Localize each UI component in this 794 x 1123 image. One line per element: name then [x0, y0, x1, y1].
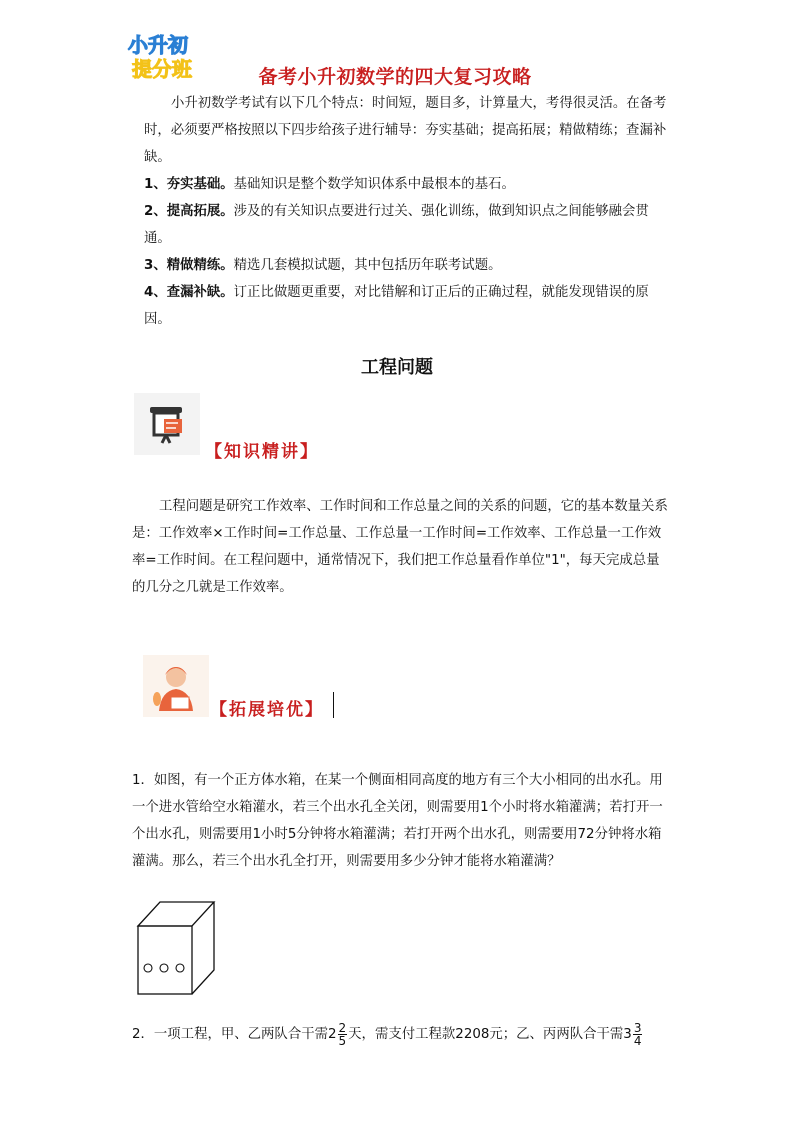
extension-tag: 【拓展培优】: [210, 700, 324, 720]
item-text: 涉及的有关知识点要进行过关、强化训练，做到知识点之间能够融会贯通。: [144, 204, 649, 246]
mixed-number-1-fraction: [338, 1022, 348, 1047]
fraction-denominator: 4: [633, 1033, 642, 1048]
fraction-denominator: 5: [338, 1033, 347, 1048]
q2-middle: 天，需支付工程款2208元；乙、丙两队合干需: [348, 1027, 624, 1042]
question-1: 1．如图，有一个正方体水箱，在某一个侧面相同高度的地方有三个大小相同的出水孔。用一个进水管给空水箱灌水，若三个出水孔全关闭，则需要用1个小时将水箱灌满；若打开一个出水孔，则需要用1小时5分钟将水箱灌满；若打开两个出水孔，则需要用72分钟将水箱灌满。那么，若三个出水孔全打开，则需要用多少分钟才能将水箱灌满？: [132, 773, 663, 869]
item-text: 精选几套模拟试题，其中包括历年联考试题。: [233, 258, 502, 273]
item-text: 基础知识是整个数学知识体系中最根本的基石。: [233, 177, 515, 192]
fraction-numerator: 3: [633, 1020, 642, 1035]
intro-item-3: [144, 252, 674, 279]
intro-item-1: [144, 171, 674, 198]
item-text: 订正比做题更重要，对比错解和订正后的正确过程，就能发现错误的原因。: [144, 285, 649, 327]
question-2: [132, 1018, 672, 1052]
intro-item-4: [144, 279, 674, 333]
item-num: 2、: [144, 204, 167, 219]
text-cursor: [333, 692, 334, 718]
q2-prefix: 2．一项工程，甲、乙两队合干需: [132, 1027, 328, 1042]
item-head: 夯实基础。: [166, 177, 234, 192]
teacher-icon: [143, 655, 209, 717]
mixed-number-2-fraction: [633, 1022, 643, 1047]
mixed-number-1-whole: 2: [328, 1027, 337, 1042]
logo-text-bottom: 提分班: [132, 57, 192, 81]
item-num: 1、: [144, 177, 167, 192]
knowledge-paragraph: 工程问题是研究工作效率、工作时间和工作总量之间的关系的问题，它的基本数量关系是：工作效率×工作时间=工作总量、工作总量一工作时间=工作效率、工作总量一工作效率=工作时间。在工程问题中，通常情况下，我们把工作总量看作单位"1"，每天完成总量的几分之几就是工作效率。: [132, 499, 668, 595]
item-head: 查漏补缺。: [166, 285, 234, 300]
item-num: 4、: [144, 285, 167, 300]
page-title: 备考小升初数学的四大复习攻略: [258, 66, 532, 88]
mixed-number-2-whole: 3: [623, 1027, 632, 1042]
item-head: 提高拓展。: [166, 204, 234, 219]
knowledge-tag: 【知识精讲】: [205, 442, 319, 462]
item-num: 3、: [144, 258, 167, 273]
section-title: 工程问题: [361, 357, 433, 378]
item-head: 精做精练。: [166, 258, 234, 273]
presentation-icon: [134, 393, 200, 455]
fraction-numerator: 2: [338, 1020, 347, 1035]
logo-text-top: 小升初: [128, 33, 188, 57]
intro-paragraph: 小升初数学考试有以下几个特点：时间短，题目多，计算量大，考得很灵活。在备考时，必须要严格按照以下四步给孩子进行辅导：夯实基础；提高拓展；精做精练；查漏补缺。: [144, 96, 667, 165]
intro-item-2: [144, 198, 674, 252]
cube-water-tank-figure: [134, 896, 218, 998]
